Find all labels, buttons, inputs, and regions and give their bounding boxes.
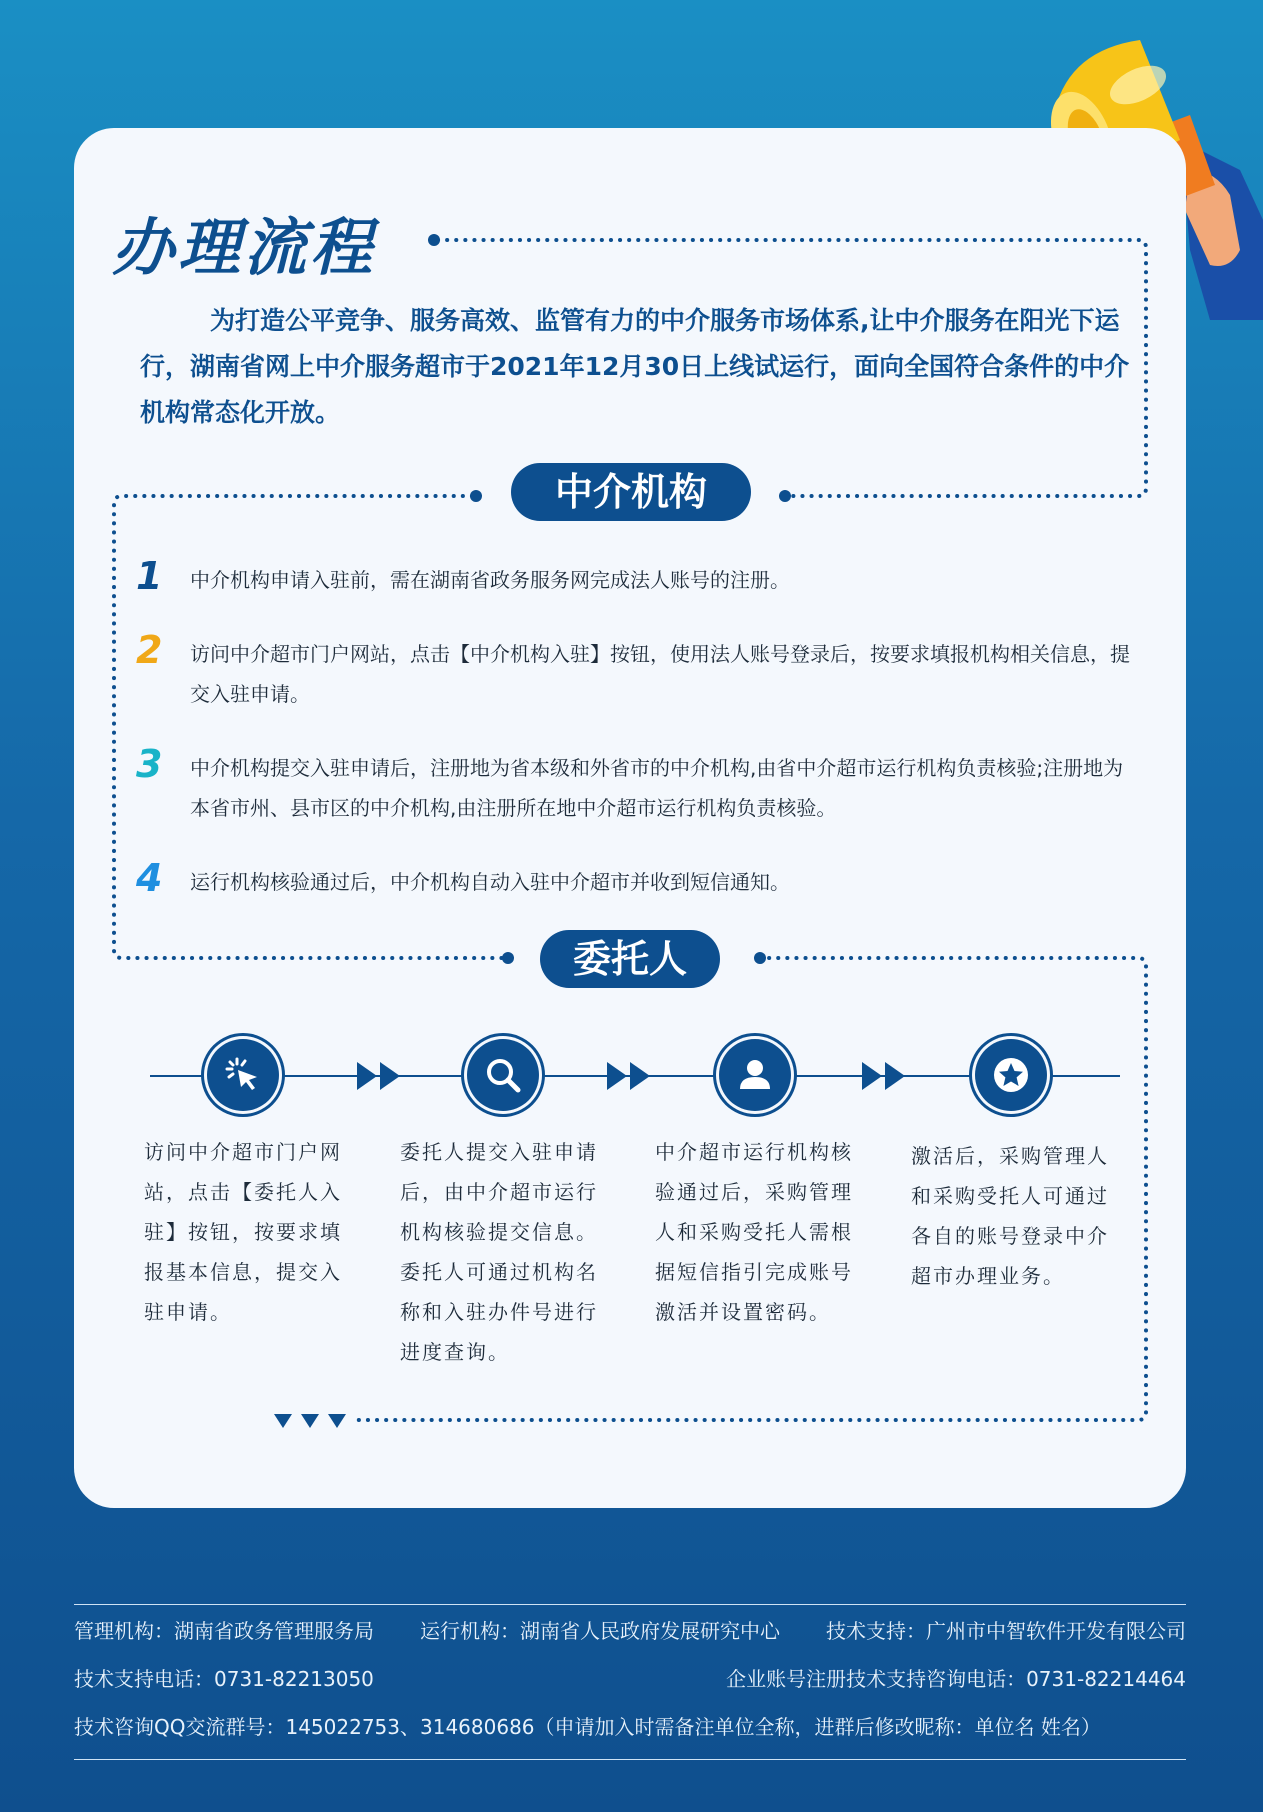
search-icon [467,1039,539,1111]
arrow-icon [380,1062,400,1090]
step-number: 2 [136,628,163,672]
client-step-text: 中介超市运行机构核验通过后，采购管理人和采购受托人需根据短信指引完成账号激活并设置密码。 [655,1140,853,1324]
section-heading-client: 委托人 [540,930,720,988]
down-triangle-icon [301,1414,319,1428]
down-triangle-icon [274,1414,292,1428]
footer-row [74,1607,1186,1655]
tech-support-org: 技术支持：广州市中智软件开发有限公司 [826,1619,1186,1643]
agency-steps [134,554,1134,936]
step-text: 中介机构提交入驻申请后，注册地为省本级和外省市的中介机构,由省中介超市运行机构负责核验;注册地为本省市州、县市区的中介机构,由注册所在地中介超市运行机构负责核验。 [190,756,1124,820]
footer-row [74,1655,1186,1703]
step-number: 1 [136,554,163,598]
arrow-icon [862,1062,882,1090]
star-icon [975,1039,1047,1111]
footer [74,1604,1186,1760]
section-heading-agency: 中介机构 [511,463,751,521]
arrow-icon [357,1062,377,1090]
footer-row [74,1703,1186,1751]
arrow-icon [885,1062,905,1090]
user-icon [719,1039,791,1111]
step-text: 访问中介超市门户网站，点击【中介机构入驻】按钮，使用法人账号登录后，按要求填报机构相关信息，提交入驻申请。 [190,642,1130,706]
operation-org: 运行机构：湖南省人民政府发展研究中心 [420,1619,780,1643]
agency-step [134,554,1134,600]
step-number: 3 [136,742,163,786]
arrow-icon [630,1062,650,1090]
intro-paragraph: 为打造公平竞争、服务高效、监管有力的中介服务市场体系,让中介服务在阳光下运行，湖南省网上中介服务超市于2021年12月30日上线试运行，面向全国符合条件的中介机构常态化开放。 [140,306,1130,427]
client-step-text: 访问中介超市门户网站，点击【委托人入驻】按钮，按要求填报基本信息，提交入驻申请。 [144,1140,342,1324]
account-support-phone: 企业账号注册技术支持咨询电话：0731-82214464 [726,1667,1186,1691]
step-text: 中介机构申请入驻前，需在湖南省政务服务网完成法人账号的注册。 [190,568,790,592]
client-step-text: 委托人提交入驻申请后，由中介超市运行机构核验提交信息。委托人可通过机构名称和入驻办件号进行进度查询。 [400,1140,598,1364]
arrow-icon [607,1062,627,1090]
down-triangle-icon [328,1414,346,1428]
client-step-text: 激活后，采购管理人和采购受托人可通过各自的账号登录中介超市办理业务。 [911,1144,1109,1288]
step-number: 4 [136,856,163,900]
cursor-click-icon [207,1039,279,1111]
management-org: 管理机构：湖南省政务管理服务局 [74,1619,374,1643]
page-title: 办理流程 [112,211,377,284]
step-text: 运行机构核验通过后，中介机构自动入驻中介超市并收到短信通知。 [190,870,790,894]
qq-group: 技术咨询QQ交流群号：145022753、314680686（申请加入时需备注单位全称，进群后修改昵称：单位名 姓名） [74,1715,1101,1739]
tech-support-phone: 技术支持电话：0731-82213050 [74,1667,374,1691]
agency-step [134,628,1134,714]
agency-step [134,856,1134,902]
divider [74,1759,1186,1760]
agency-step [134,742,1134,828]
divider [74,1604,1186,1605]
